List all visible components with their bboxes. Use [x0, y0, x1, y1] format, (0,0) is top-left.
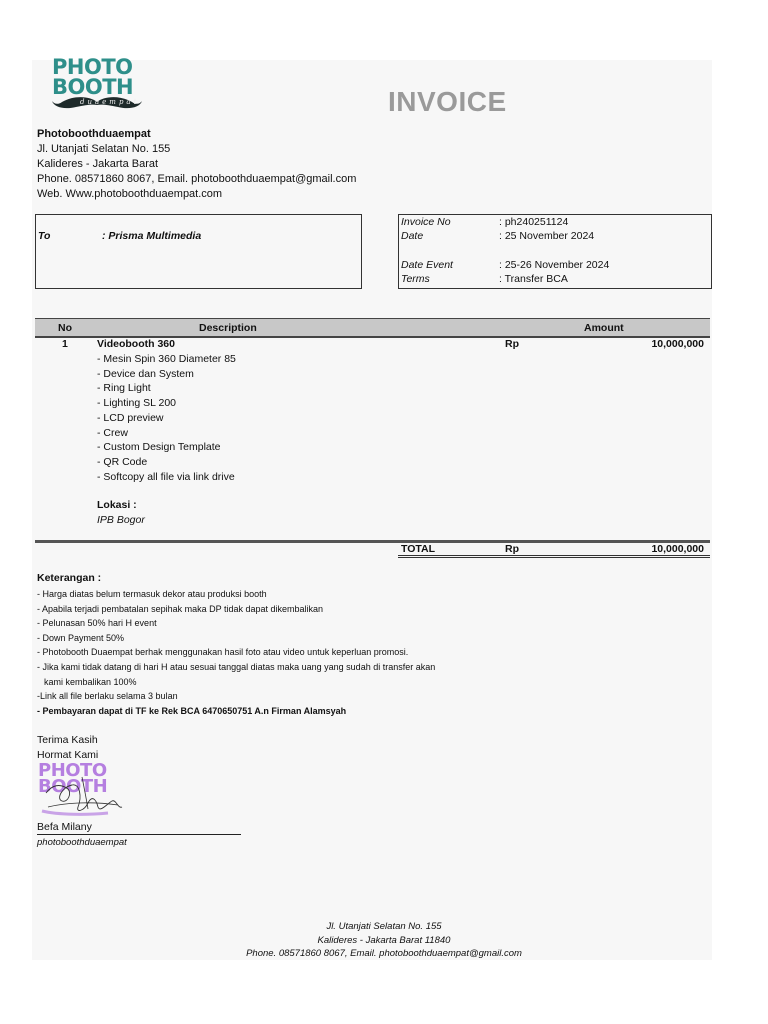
total-underline [398, 555, 710, 556]
invoice-no-label: Invoice No [401, 216, 451, 228]
note-line: -Link all file berlaku selama 3 bulan [37, 691, 178, 702]
company-address-1: Jl. Utanjati Selatan No. 155 [37, 143, 171, 155]
regards-text: Hormat Kami [37, 749, 99, 761]
list-item: - Lighting SL 200 [97, 397, 177, 410]
event-date-value: : 25-26 November 2024 [499, 259, 610, 271]
recipient-label: To [38, 230, 51, 242]
notes-list [37, 587, 435, 718]
header-description: Description [199, 322, 257, 334]
recipient-value: : Prisma Multimedia [102, 230, 202, 242]
company-logo [52, 57, 152, 106]
recipient-box [35, 214, 362, 289]
invoice-meta-box [398, 214, 712, 289]
list-item: - Ring Light [97, 382, 151, 395]
table-divider [35, 540, 710, 543]
footer-line-3: Phone. 08571860 8067, Email. photoboothduaempat@gmail.com [246, 948, 522, 959]
logo-line-1: PHOTO [52, 55, 133, 79]
event-date-label: Date Event [401, 259, 453, 271]
payment-note: - Pembayaran dapat di TF ke Rek BCA 6470650751 A.n Firman Alamsyah [37, 705, 347, 716]
total-currency: Rp [505, 543, 519, 555]
note-line: - Photobooth Duaempat berhak menggunakan hasil foto atau video untuk keperluan promosi. [37, 647, 409, 658]
company-stamp [38, 760, 128, 819]
signature-scribble [38, 760, 133, 819]
note-line: - Down Payment 50% [37, 632, 125, 643]
date-label: Date [401, 230, 424, 242]
header-amount: Amount [584, 322, 624, 334]
note-line: kami kembalikan 100% [44, 676, 137, 687]
date-value: : 25 November 2024 [499, 230, 595, 242]
header-no: No [58, 322, 72, 334]
note-line: - Apabila terjadi pembatalan sepihak maka DP tidak dapat dikembalikan [37, 603, 324, 614]
list-item: - LCD preview [97, 411, 164, 424]
stamp-line-1: PHOTO [38, 760, 107, 781]
note-line: - Pelunasan 50% hari H event [37, 618, 157, 629]
company-info [37, 127, 356, 202]
list-item: - QR Code [97, 455, 148, 468]
company-contact: Phone. 08571860 8067, Email. photoboothduaempat@gmail.com [37, 173, 357, 185]
logo-line-2: BOOTH [52, 75, 134, 99]
row-no: 1 [62, 338, 68, 350]
signer-name: Befa Milany [37, 821, 92, 833]
row-title: Videobooth 360 [97, 338, 175, 350]
stamp-line-2: BOOTH [38, 776, 108, 797]
row-amount: 10,000,000 [651, 338, 704, 350]
list-item: - Device dan System [97, 367, 194, 380]
logo-subtitle: duaempat [80, 98, 140, 106]
list-item: - Custom Design Template [97, 441, 221, 454]
terms-label: Terms [401, 273, 430, 285]
signature-line [37, 834, 241, 835]
invoice-title: INVOICE [388, 86, 507, 117]
total-double-underline [398, 557, 710, 558]
total-amount: 10,000,000 [651, 543, 704, 555]
total-label: TOTAL [401, 543, 436, 555]
signer-company: photoboothduaempat [37, 837, 127, 848]
closing-block [37, 733, 98, 763]
list-item: - Crew [97, 426, 128, 439]
invoice-no-value: : ph240251124 [499, 216, 569, 228]
row-currency: Rp [505, 338, 519, 350]
company-address-2: Kalideres - Jakarta Barat [37, 158, 159, 170]
table-header [35, 318, 710, 338]
note-line: - Jika kami tidak datang di hari H atau sesuai tanggal diatas maka uang yang sudah di transfer akan [37, 661, 436, 672]
page-footer [0, 920, 768, 961]
terms-value: : Transfer BCA [499, 273, 568, 285]
footer-line-2: Kalideres - Jakarta Barat 11840 [317, 934, 451, 946]
thanks-text: Terima Kasih [37, 734, 98, 746]
notes-title: Keterangan : [37, 572, 102, 584]
list-item: - Mesin Spin 360 Diameter 85 [97, 353, 236, 365]
item-list [97, 352, 236, 484]
list-item: - Softcopy all file via link drive [97, 470, 235, 483]
company-web: Web. Www.photoboothduaempat.com [37, 188, 223, 200]
location-value: IPB Bogor [97, 514, 145, 526]
footer-line-1: Jl. Utanjati Selatan No. 155 [326, 921, 442, 932]
company-name: Photoboothduaempat [37, 128, 151, 140]
location-label: Lokasi : [97, 499, 137, 511]
note-line: - Harga diatas belum termasuk dekor atau produksi booth [37, 589, 267, 599]
